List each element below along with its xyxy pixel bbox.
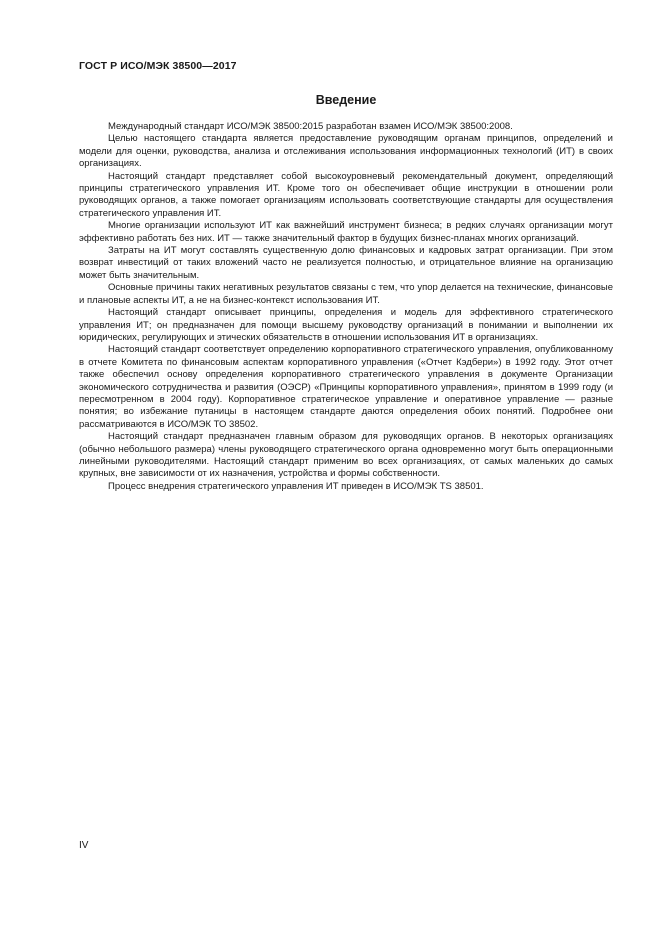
paragraph: Настоящий стандарт представляет собой высокоуровневый рекомендательный документ, определяющий принципы стратегического управления ИТ. Кроме того он обеспечивает общие инструкции в отношении роли руководящих органов, а также помогает организациям использовать соответствующие стандарты для осуществления стратегического управления ИТ. xyxy=(79,170,613,219)
section-title: Введение xyxy=(315,93,377,107)
paragraph: Основные причины таких негативных результатов связаны с тем, что упор делается на технические, финансовые и плановые аспекты ИТ, а не на бизнес-контекст использования ИТ. xyxy=(79,282,613,306)
paragraph: Затраты на ИТ могут составлять существенную долю финансовых и кадровых затрат организации. При этом возврат инвестиций от таких вложений часто не реализуется полностью, и отрицательное влияние на организацию может быть значительным. xyxy=(79,245,613,281)
document-header: ГОСТ Р ИСО/МЭК 38500—2017 xyxy=(79,60,237,72)
paragraph: Настоящий стандарт предназначен главным образом для руководящих органов. В некоторых организациях (обычно небольшого размера) члены руководящего стратегического органа одновременно могут быть операционными линейными руководителями. Настоящий стандарт применим во всех организациях, от самых маленьких до самых крупных, вне зависимости от их назначения, устройства и формы собственности. xyxy=(79,431,613,480)
paragraph: Настоящий стандарт описывает принципы, определения и модель для эффективного стратегического управления ИТ; он предназначен для помощи высшему руководству организаций в понимании и выполнении их юридических, регулирующих и этических обязательств в отношении использования ИТ в организациях. xyxy=(79,307,613,343)
page-number: IV xyxy=(79,840,89,851)
paragraph: Настоящий стандарт соответствует определению корпоративного стратегического управления, опубликованному в отчете Комитета по финансовым аспектам корпоративного управления («Отчет Кэдбери») в 1992 году. Этот отчет также обеспечил основу определения корпоративного стратегического управления в документе Организации экономического сотрудничества и развития (ОЭСР) «Принципы корпоративного управления», принятом в 1999 году (и пересмотренном в 2004 году). Корпоративное стратегическое управление и оперативное управление — разные понятия; во избежание путаницы в настоящем стандарте даются определения обоих понятий. Подробнее они рассматриваются в ИСО/МЭК ТО 38502. xyxy=(79,344,613,430)
paragraph: Многие организации используют ИТ как важнейший инструмент бизнеса; в редких случаях организации могут эффективно работать без них. ИТ — также значительный фактор в будущих бизнес-планах многих организаций. xyxy=(79,220,613,244)
document-body xyxy=(79,121,613,493)
paragraph: Международный стандарт ИСО/МЭК 38500:2015 разработан взамен ИСО/МЭК 38500:2008. xyxy=(108,121,513,132)
paragraph: Целью настоящего стандарта является предоставление руководящим органам принципов, определений и модели для оценки, руководства, анализа и отслеживания использования информационных технологий (ИТ) в своих организациях. xyxy=(79,133,613,170)
paragraph: Процесс внедрения стратегического управления ИТ приведен в ИСО/МЭК TS 38501. xyxy=(108,480,484,492)
